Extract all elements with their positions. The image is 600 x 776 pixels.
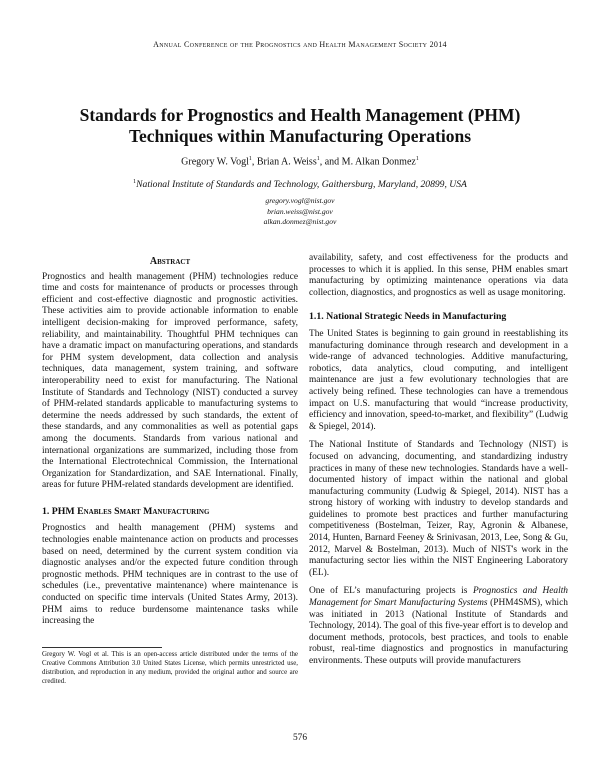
running-header: Annual Conference of the Prognostics and Health Management Society 2014 [153,40,447,49]
copyright-footnote: Gregory W. Vogl et al. This is an open-access article distributed under the terms of the Creative Commons Attribution 3.0 United States License, which permits unrestricted use, distribution, and reproduction in any medium, provided the original author and source are credited. [42,651,298,685]
author-sup: 1 [415,156,419,162]
text: (PHM4SMS), which was initiated in 2013 (National Institute of Standards and Technology, 2014). The goal of this five-year effort is to develop and document methods, protocols, best practices, and tools to enable robust, real-time diagnostics and prognostics in manufacturing environments. These outputs will provide manufacturers [309,598,568,666]
project-name: Prognostics and Health Management for Smart Manufacturing Systems [309,586,568,609]
title-line-1: Standards for Prognostics and Health Management (PHM) [79,105,521,125]
affiliation-sup: 1 [133,179,137,185]
author: M. Alkan Donmez [341,156,416,168]
section-1-heading [42,506,298,518]
abstract-text: Prognostics and health management (PHM) technologies reduce time and costs for maintenance of products or processes through efficient and cost-effective diagnostic and prognostic activities. These activities aim to provide actionable information to enable intelligent decision-making for improved performance, safety, reliability, and maintainability. Thoughtful PHM techniques can have a dramatic impact on manufacturing operations, and standards for PHM system development, data collection and analysis techniques, data management, system training, and software interoperability need to exist for manufacturing. The National Institute of Standards and Technology (NIST) conducted a survey of PHM-related standards applicable to manufacturing systems to determine the needs addressed by such standards, the extent of these standards, and any commonalities as well as potential gaps among the documents. Standards from various national and international organizations are summarized, including those from the International Electrotechnical Commission, the International Organization for Standardization, and SAE International. Finally, areas for future PHM-related standards development are identified. [42,271,298,491]
text: One of EL’s manufacturing projects is [309,586,473,597]
section-heading-text: 1. PHM Enables Smart Manufacturing [42,505,210,517]
section-1-1-paragraph-2: The National Institute of Standards and Technology (NIST) is focused on advancing, documenting, and standardizing industry practices in many of these new technologies. Standards have a well-documented history of impact within the national and global manufacturing community (Ludwig & Spiegel, 2014). NIST has a strong history of working with industry to develop standards and guidelines to promote best practices and further manufacturing competitiveness (Bostelman, Teizer, Ray, Agronin & Albanese, 2014, Hunten, Barnard Feeney & Srinivasan, 2013, Lee, Song & Gu, 2012, Marvel & Bostelman, 2013). Much of NIST's work in the manufacturing sector lies within the NIST Engineering Laboratory (EL). [309,440,568,578]
section-1-1-heading: 1.1. National Strategic Needs in Manufacturing [309,311,507,323]
author: Brian A. Weiss [256,156,317,168]
email-list [0,196,600,228]
email[interactable]: brian.weiss@nist.gov [267,206,333,216]
separator: , and [319,156,342,168]
section-1-paragraph: Prognostics and health management (PHM) systems and technologies enable maintenance action on products and processes based on need, determined by the current system condition via diagnostic analyses and/or the expected future condition through prognostic methods. PHM techniques are in contrast to the use of schedules (i.e., preventative maintenance) where maintenance is conducted on specific time intervals (United States Army, 2013). PHM aims to reduce burdensome maintenance tasks while increasing the [42,523,298,627]
affiliation-text: National Institute of Standards and Technology, Gaithersburg, Maryland, 20899, USA [136,179,467,191]
author-sup: 1 [316,156,320,162]
section-1-1-paragraph-3 [309,586,568,667]
page-number: 576 [292,733,308,743]
author-sup: 1 [248,156,252,162]
affiliation [0,179,600,190]
title-line-2: Techniques within Manufacturing Operations [128,126,472,146]
paper-title [40,105,560,147]
footnote-rule [42,647,162,648]
email[interactable]: gregory.vogl@nist.gov [265,196,335,205]
author-list [0,156,600,167]
section-1-paragraph-continued: availability, safety, and cost effectiveness for the products and processes to which it is applied. In this sense, PHM enables smart manufacturing by optimizing maintenance operations via data collection, diagnostics, and prognostics as well as usage monitoring. [309,253,568,298]
author: Gregory W. Vogl [181,156,249,168]
separator: , [251,156,257,168]
email[interactable]: alkan.donmez@nist.gov [263,217,337,226]
right-column [309,253,568,675]
abstract-heading: Abstract [149,256,191,267]
section-1-1-paragraph-1: The United States is beginning to gain ground in reestablishing its manufacturing dominance through research and development in a wide-range of advanced technologies. Additive manufacturing, robotics, data analytics, cloud computing, and intelligent maintenance are just a few evolutionary technologies that are actively being refined. These technologies can have a tremendous impact on U.S. manufacturing that would “increase productivity, efficiency and innovation, speed-to-market, and flexibility” (Ludwig & Spiegel, 2014). [309,328,568,432]
left-column [42,256,298,635]
